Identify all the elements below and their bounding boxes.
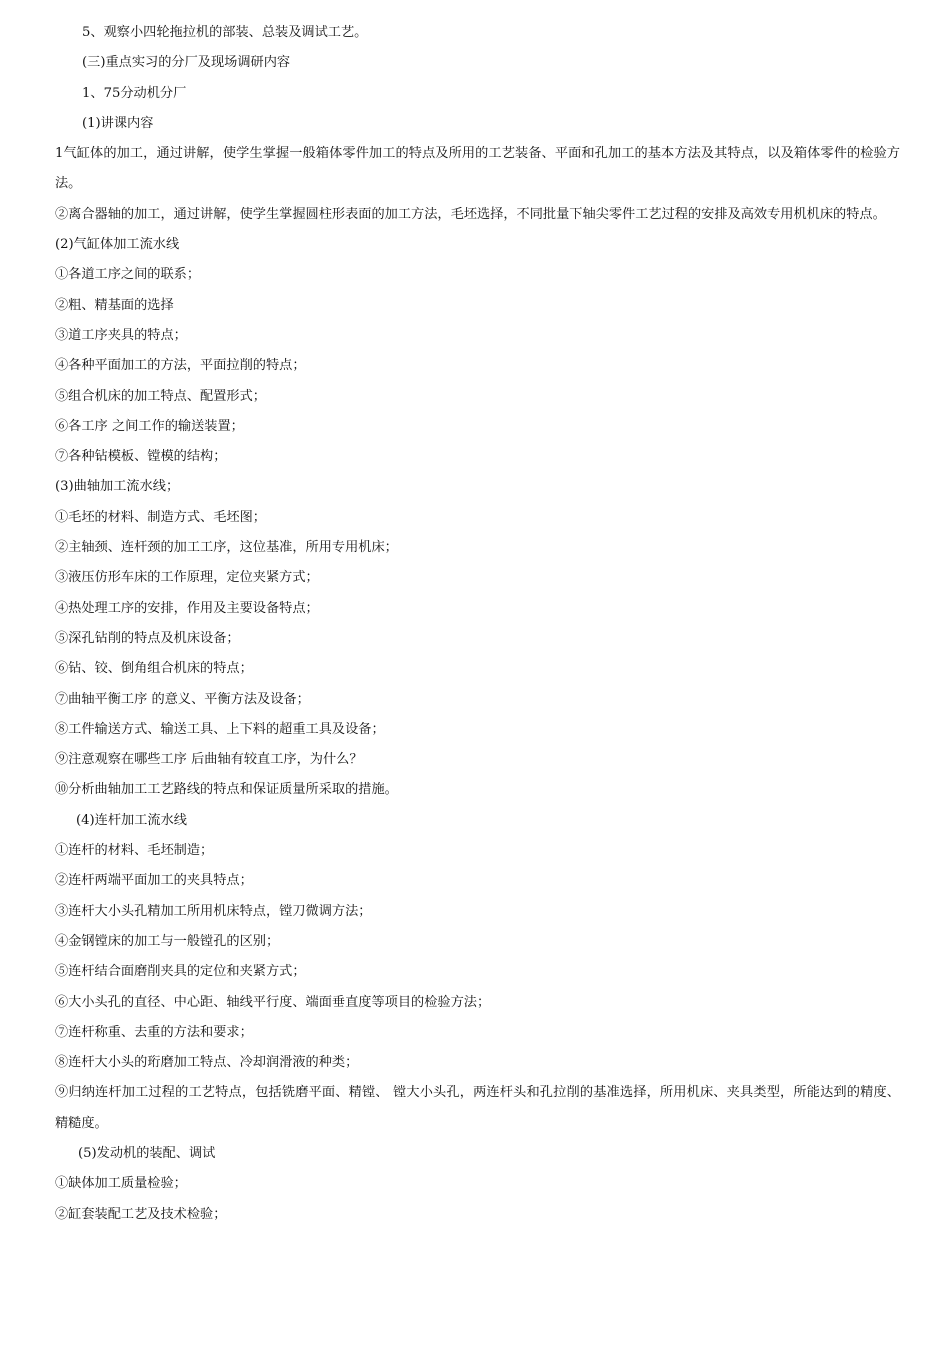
list-item: ⑨注意观察在哪些工序 后曲轴有较直工序，为什么？ xyxy=(55,752,363,768)
paragraph-clutch-shaft: ②离合器轴的加工，通过讲解，使学生掌握圆柱形表面的加工方法，毛坯选择，不同批量下轴尖零件工艺过程的安排及高效专用机机床的特点。 xyxy=(55,206,886,222)
list-item: ⑦连杆称重、去重的方法和要求； xyxy=(55,1024,253,1040)
list-item: ②缸套装配工艺及技术检验； xyxy=(55,1206,227,1222)
list-item: ⑩分析曲轴加工工艺路线的特点和保证质量所采取的措施。 xyxy=(55,782,398,798)
connecting-rod-line-heading: (4)连杆加工流水线 xyxy=(76,812,187,828)
section-heading-3: (三)重点实习的分厂及现场调研内容 xyxy=(82,55,291,71)
list-item: ⑥大小头孔的直径、中心距、轴线平行度、端面垂直度等项目的检验方法； xyxy=(55,994,491,1010)
list-item: ②主轴颈、连杆颈的加工工序，这位基准，所用专用机床； xyxy=(55,540,398,556)
list-item: ⑥各工序 之间工作的输送装置； xyxy=(55,418,244,434)
section-item-5: 5、观察小四轮拖拉机的部装、总装及调试工艺。 xyxy=(82,25,368,40)
list-item: ④金钢镗床的加工与一般镗孔的区别； xyxy=(55,933,280,949)
list-item: ④各种平面加工的方法，平面拉削的特点； xyxy=(55,358,306,374)
connecting-rod-summary: ⑨归纳连杆加工过程的工艺特点，包括铣磨平面、精镗、 镗大小头孔，两连杆头和孔拉削的基准选择，所用机床、夹具类型，所能达到的精度、精糙度。 xyxy=(55,1085,900,1131)
list-item: ④热处理工序的安排，作用及主要设备特点； xyxy=(55,600,319,616)
list-item: ⑥钻、铰、倒角组合机床的特点； xyxy=(55,661,253,677)
list-item: ③液压仿形车床的工作原理，定位夹紧方式； xyxy=(55,570,319,586)
list-item: ⑦曲轴平衡工序 的意义、平衡方法及设备； xyxy=(55,691,310,707)
lecture-heading: (1)讲课内容 xyxy=(82,115,154,131)
document-page xyxy=(55,18,900,1230)
list-item: ①缺体加工质量检验； xyxy=(55,1176,187,1192)
engine-assembly-heading: (5)发动机的装配、调试 xyxy=(78,1145,216,1161)
list-item: ⑧连杆大小头的珩磨加工特点、冷却润滑液的种类； xyxy=(55,1055,359,1071)
list-item: ②连杆两端平面加工的夹具特点； xyxy=(55,873,253,889)
cylinder-line-heading: (2)气缸体加工流水线 xyxy=(55,237,180,253)
subsection-heading-75: 1、75分动机分厂 xyxy=(82,85,187,101)
list-item: ③道工序夹具的特点； xyxy=(55,327,187,343)
list-item: ⑤深孔钻削的特点及机床设备； xyxy=(55,630,240,646)
list-item: ①各道工序之间的联系； xyxy=(55,267,201,283)
list-item: ③连杆大小头孔精加工所用机床特点，镗刀微调方法； xyxy=(55,903,372,919)
crankshaft-line-heading: (3)曲轴加工流水线； xyxy=(55,479,180,495)
list-item: ⑧工件输送方式、输送工具、上下料的超重工具及设备； xyxy=(55,721,385,737)
list-item: ⑤组合机床的加工特点、配置形式； xyxy=(55,388,266,404)
list-item: ①毛坯的材料、制造方式、毛坯图； xyxy=(55,509,266,525)
paragraph-cylinder-block: 1气缸体的加工，通过讲解，使学生掌握一般箱体零件加工的特点及所用的工艺装备、平面和孔加工的基本方法及其特点，以及箱体零件的检验方法。 xyxy=(55,146,900,192)
list-item: ⑤连杆结合面磨削夹具的定位和夹紧方式； xyxy=(55,964,306,980)
list-item: ⑦各种钻模板、镗模的结构； xyxy=(55,449,227,465)
list-item: ①连杆的材料、毛坯制造； xyxy=(55,843,214,859)
list-item: ②粗、精基面的选择 xyxy=(55,297,174,313)
